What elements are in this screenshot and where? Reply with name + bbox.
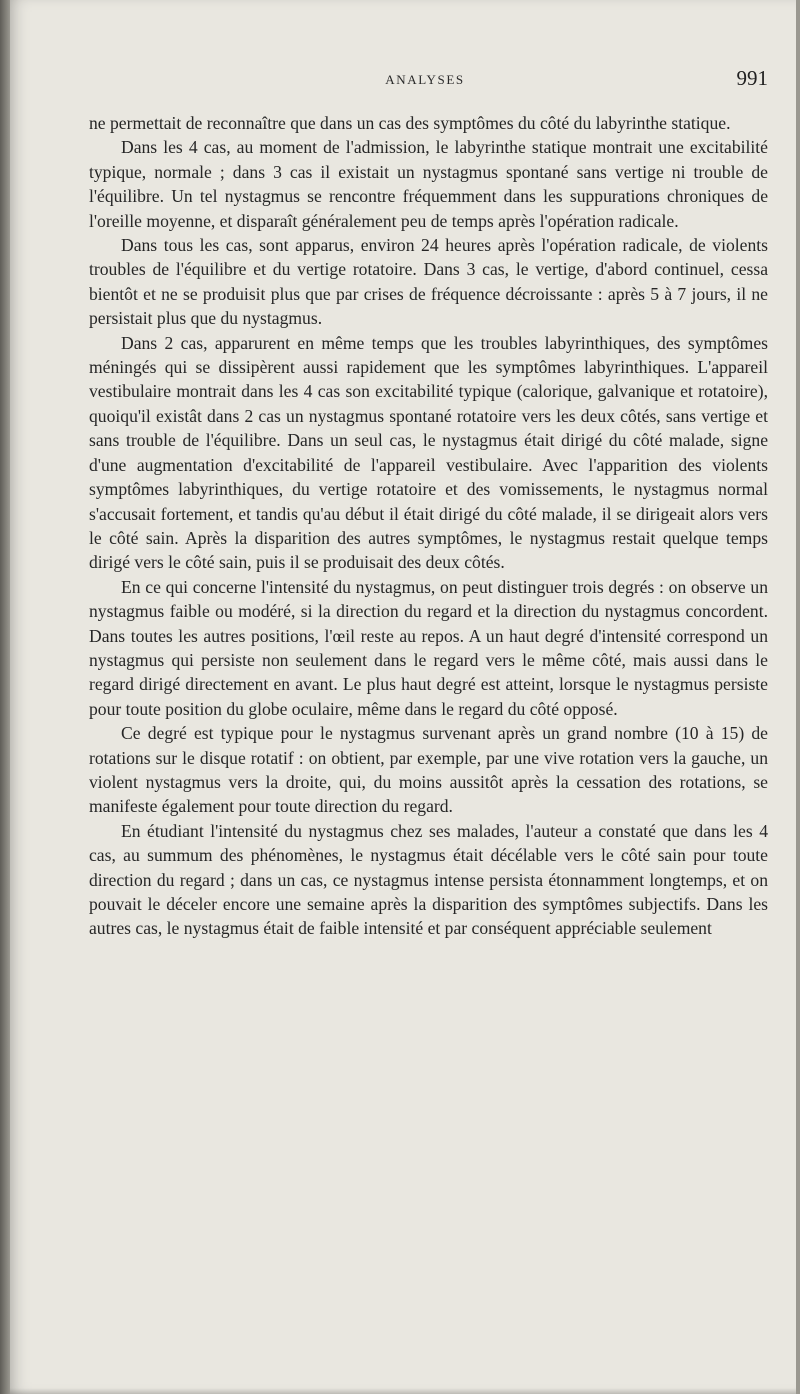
paragraph: Dans 2 cas, apparurent en même temps que les troubles labyrinthiques, des symptômes méningés qui se dissipèrent aussi rapidement que les symptômes labyrinthiques. L'appareil vestibulaire montrait dans les 4 cas son excitabilité typique (calorique, galvanique et rotatoire), quoiqu'il existât dans 2 cas un nystagmus spontané rotatoire vers les deux côtés, sans vertige et sans trouble de l'équilibre. Dans un seul cas, le nystagmus était dirigé du côté malade, signe d'une augmentation d'excitabilité de l'appareil vestibulaire. Avec l'apparition des violents symptômes labyrinthiques, du vertige rotatoire et des vomissements, le nystagmus normal s'accusait fortement, et tandis qu'au début il était dirigé du côté malade, il se dirigeait alors vers le côté sain. Après la disparition des autres symptômes, le nystagmus restait quelque temps dirigé vers le côté sain, puis il se produisait des deux côtés.	[89, 332, 768, 573]
paragraph: Dans les 4 cas, au moment de l'admission, le labyrinthe statique montrait une excitabilité typique, normale ; dans 3 cas il existait un nystagmus spontané sans vertige ni trouble de l'équilibre. Un tel nystagmus se rencontre fréquemment dans les suppurations chroniques de l'oreille moyenne, et disparaît généralement peu de temps après l'opération radicale.	[89, 137, 768, 231]
paragraph: Ce degré est typique pour le nystagmus survenant après un grand nombre (10 à 15) de rotations sur le disque rotatif : on obtient, par exemple, par une vive rotation vers la gauche, un violent nystagmus vers la droite, qui, du moins aussitôt après la cessation des rotations, se manifeste également pour toute direction du regard.	[89, 723, 768, 817]
paragraph: En étudiant l'intensité du nystagmus chez ses malades, l'auteur a constaté que dans les 4 cas, au summum des phénomènes, le nystagmus était décélable vers le côté sain pour toute direction du regard ; dans un cas, ce nystagmus intense persista étonnamment longtemps, et on pouvait le déceler encore une semaine après la disparition des symptômes subjectifs. Dans les autres cas, le nystagmus était de faible intensité et par conséquent appréciable seulement	[89, 820, 768, 939]
book-spine-shadow	[0, 0, 10, 1394]
page-number: 991	[736, 66, 768, 90]
paragraph: En ce qui concerne l'intensité du nystagmus, on peut distinguer trois degrés : on observe un nystagmus faible ou modéré, si la direction du regard et la direction du nystagmus concordent. Dans toutes les autres positions, l'œil reste au repos. A un haut degré d'intensité correspond un nystagmus qui persiste non seulement dans le regard vers le même côté, mais aussi dans le regard dirigé directement en avant. Le plus haut degré est atteint, lorsque le nystagmus persiste pour toute position du globe oculaire, même dans le regard du côté opposé.	[89, 576, 768, 719]
running-head	[82, 66, 768, 92]
body-text	[89, 111, 768, 941]
paragraph: ne permettait de reconnaître que dans un cas des symptômes du côté du labyrinthe statique.	[89, 113, 731, 133]
book-page	[10, 0, 796, 1394]
section-title: ANALYSES	[385, 72, 465, 87]
paragraph: Dans tous les cas, sont apparus, environ 24 heures après l'opération radicale, de violents troubles de l'équilibre et du vertige rotatoire. Dans 3 cas, le vertige, d'abord continuel, cessa bientôt et ne se produisit plus que par crises de fréquence décroissante : après 5 à 7 jours, il ne persistait plus que du nystagmus.	[89, 235, 768, 329]
page-bottom-edge	[10, 1388, 796, 1394]
